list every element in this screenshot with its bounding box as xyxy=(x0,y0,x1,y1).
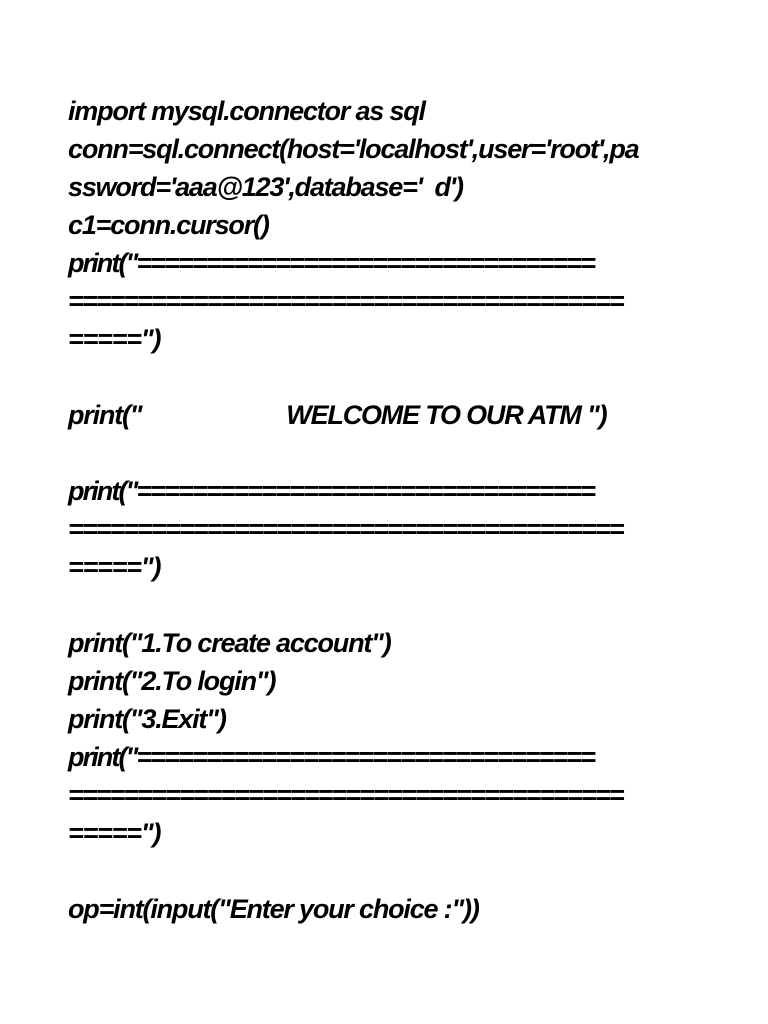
code-line-separator-3a: print("================================= xyxy=(68,742,595,772)
code-line-menu-create: print("1.To create account") xyxy=(68,628,391,658)
code-line-blank xyxy=(68,358,708,396)
code-line-welcome: print(" WELCOME TO OUR ATM ") xyxy=(68,400,607,430)
code-line-input-choice: op=int(input("Enter your choice :")) xyxy=(68,894,479,924)
code-block xyxy=(68,92,708,928)
code-line-separator-2a: print("================================= xyxy=(68,476,595,506)
code-line-connect-1: conn=sql.connect(host='localhost',user='root',pa xyxy=(68,134,639,164)
code-line-cursor: c1=conn.cursor() xyxy=(68,210,269,240)
code-line-blank xyxy=(68,434,708,472)
code-line-separator-1b: ======================================== xyxy=(68,286,623,316)
code-line-menu-login: print("2.To login") xyxy=(68,666,276,696)
code-line-separator-1c: =====") xyxy=(68,324,161,354)
code-line-import: import mysql.connector as sql xyxy=(68,96,425,126)
code-line-separator-3c: =====") xyxy=(68,818,161,848)
code-line-separator-2c: =====") xyxy=(68,552,161,582)
code-line-separator-1a: print("================================= xyxy=(68,248,595,278)
code-line-separator-3b: ======================================== xyxy=(68,780,623,810)
code-line-blank xyxy=(68,852,708,890)
code-line-menu-exit: print("3.Exit") xyxy=(68,704,226,734)
code-line-separator-2b: ======================================== xyxy=(68,514,623,544)
code-line-connect-2: ssword='aaa@123',database=' d') xyxy=(68,172,463,202)
code-line-blank xyxy=(68,586,708,624)
